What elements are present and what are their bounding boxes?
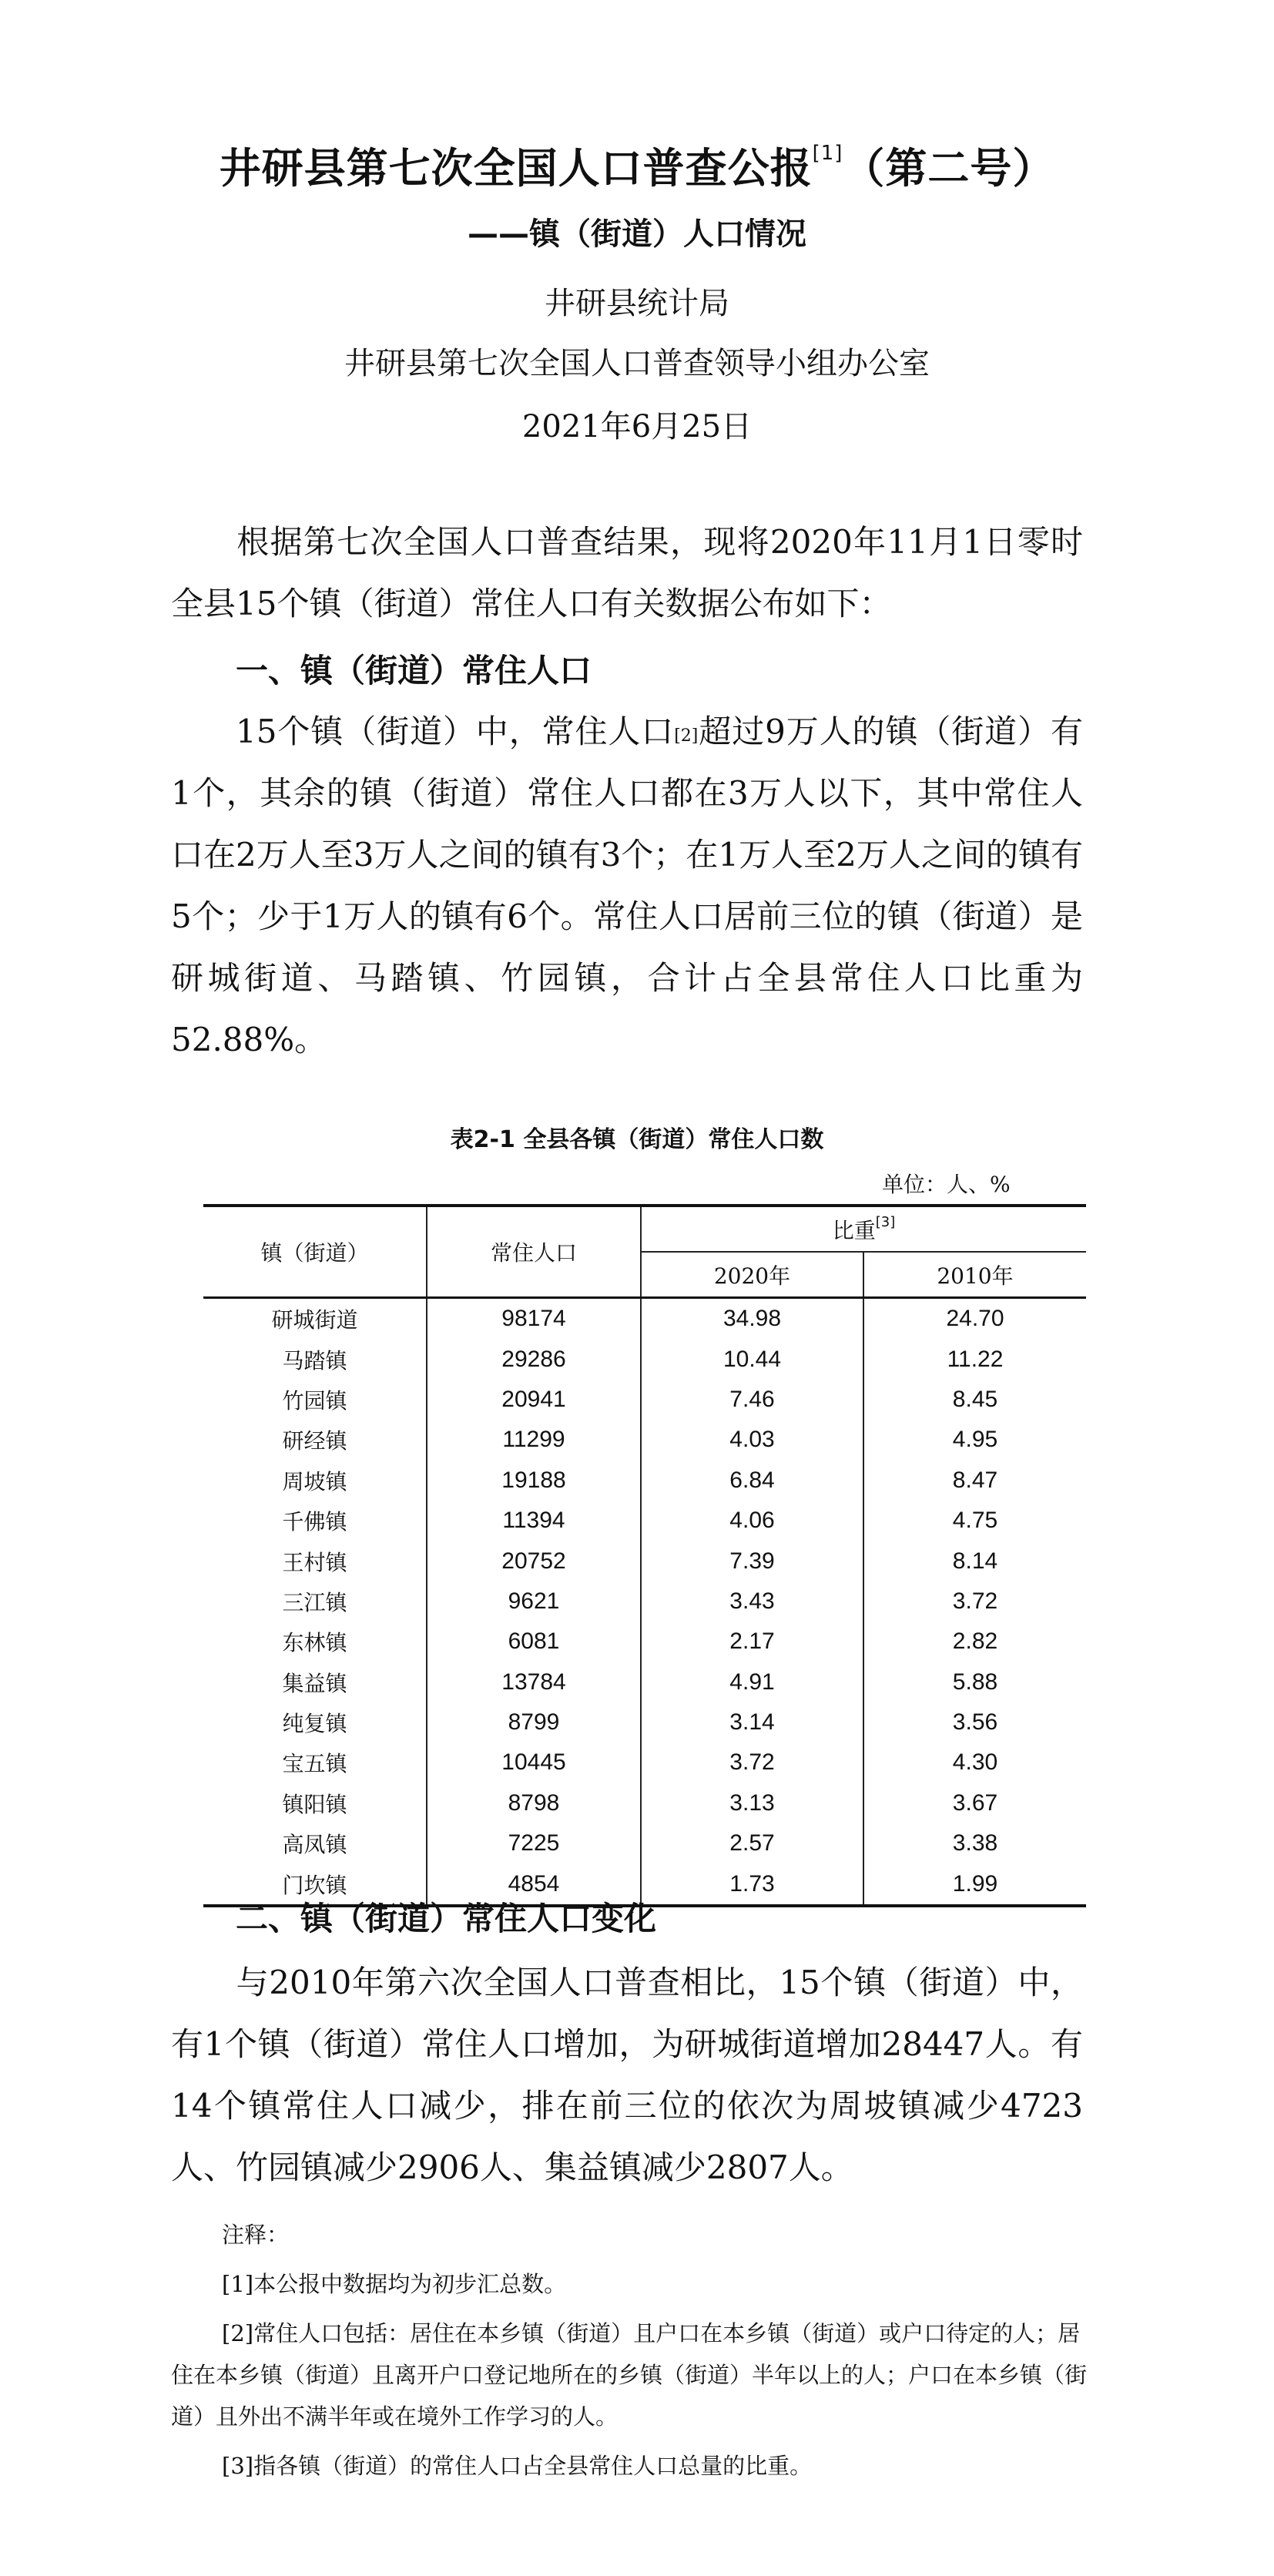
- table-header-row: [203, 1206, 1086, 1252]
- section1-text-a: 15个镇（街道）中，常住人口: [236, 713, 675, 750]
- table-row: [203, 1541, 1086, 1581]
- section2-heading: 二、镇（街道）常住人口变化: [236, 1900, 657, 1937]
- col-header-2020: 2020年: [641, 1252, 863, 1298]
- cell-share-2020: 2.17: [641, 1622, 863, 1662]
- section1-text-b: 超过9万人的镇（街道）有1个，其余的镇（街道）常住人口都在3万人以下，其中常住人口在2万人至3万人之间的镇有3个；在1万人至2万人之间的镇有5个；少于1万人的镇有6个。常住人口居前三位的镇（街道）是研城街道、马踏镇、竹园镇，合计占全县常住人口比重为52.88%。: [171, 713, 1083, 1058]
- table-caption: 表2-1 全县各镇（街道）常住人口数: [450, 1126, 824, 1153]
- table-row: [203, 1823, 1086, 1863]
- cell-share-2010: 3.72: [863, 1581, 1086, 1622]
- cell-share-2020: 7.39: [641, 1541, 863, 1581]
- cell-town: 千佛镇: [203, 1501, 427, 1541]
- population-table: [203, 1204, 1086, 1907]
- col-header-town: 镇（街道）: [203, 1206, 427, 1298]
- table-row: [203, 1501, 1086, 1541]
- cell-town: 马踏镇: [203, 1339, 427, 1379]
- col-header-population: 常住人口: [427, 1206, 641, 1298]
- notes-block: [171, 2214, 1088, 2487]
- cell-town: 王村镇: [203, 1541, 427, 1581]
- section1-footnote-ref: [2]: [674, 726, 699, 746]
- section1-paragraph: [171, 701, 1083, 1071]
- cell-share-2010: 4.95: [863, 1420, 1086, 1460]
- cell-share-2010: 11.22: [863, 1339, 1086, 1379]
- table-row: [203, 1622, 1086, 1662]
- cell-share-2020: 34.98: [641, 1298, 863, 1340]
- table-row: [203, 1339, 1086, 1379]
- cell-share-2020: 6.84: [641, 1461, 863, 1501]
- cell-town: 竹园镇: [203, 1380, 427, 1420]
- cell-share-2020: 3.72: [641, 1742, 863, 1783]
- cell-share-2010: 5.88: [863, 1662, 1086, 1702]
- cell-town: 周坡镇: [203, 1461, 427, 1501]
- table-row: [203, 1783, 1086, 1823]
- table-unit: 单位：人、%: [882, 1172, 1011, 1197]
- title-text: 井研县第七次全国人口普查公报: [219, 144, 813, 193]
- cell-population: 13784: [427, 1662, 641, 1702]
- table-row: [203, 1742, 1086, 1783]
- note-2: [2]常住人口包括：居住在本乡镇（街道）且户口在本乡镇（街道）或户口待定的人；居住在本乡镇（街道）且离开户口登记地所在的乡镇（街道）半年以上的人；户口在本乡镇（街道）且外出不满半年或在境外工作学习的人。: [171, 2320, 1088, 2430]
- cell-population: 7225: [427, 1823, 641, 1863]
- cell-town: 宝五镇: [203, 1742, 427, 1783]
- note-3: [3]指各镇（街道）的常住人口占全县常住人口总量的比重。: [222, 2453, 813, 2479]
- cell-town: 纯复镇: [203, 1702, 427, 1742]
- cell-town: 镇阳镇: [203, 1783, 427, 1823]
- table-row: [203, 1581, 1086, 1622]
- title-issue: （第二号）: [843, 144, 1055, 193]
- cell-share-2020: 4.06: [641, 1501, 863, 1541]
- cell-share-2020: 3.14: [641, 1702, 863, 1742]
- cell-town: 高凤镇: [203, 1823, 427, 1863]
- cell-share-2020: 4.03: [641, 1420, 863, 1460]
- cell-population: 20941: [427, 1380, 641, 1420]
- cell-town: 研城街道: [203, 1298, 427, 1340]
- intro-paragraph: [171, 512, 1083, 635]
- col-header-2010: 2010年: [863, 1252, 1086, 1298]
- cell-share-2010: 24.70: [863, 1298, 1086, 1340]
- cell-population: 6081: [427, 1622, 641, 1662]
- title-footnote-ref: [1]: [812, 142, 843, 165]
- cell-town: 门坎镇: [203, 1863, 427, 1905]
- note-1: [1]本公报中数据均为初步汇总数。: [222, 2271, 567, 2297]
- table-row: [203, 1380, 1086, 1420]
- cell-share-2010: 8.14: [863, 1541, 1086, 1581]
- cell-population: 19188: [427, 1461, 641, 1501]
- cell-share-2010: 1.99: [863, 1863, 1086, 1905]
- cell-population: 98174: [427, 1298, 641, 1340]
- cell-town: 东林镇: [203, 1622, 427, 1662]
- cell-population: 4854: [427, 1863, 641, 1905]
- cell-share-2010: 3.56: [863, 1702, 1086, 1742]
- cell-population: 11394: [427, 1501, 641, 1541]
- cell-population: 11299: [427, 1420, 641, 1460]
- cell-town: 研经镇: [203, 1420, 427, 1460]
- section1-heading: 一、镇（街道）常住人口: [236, 652, 592, 689]
- cell-share-2010: 8.47: [863, 1461, 1086, 1501]
- cell-share-2010: 3.67: [863, 1783, 1086, 1823]
- cell-population: 29286: [427, 1339, 641, 1379]
- cell-population: 10445: [427, 1742, 641, 1783]
- cell-town: 三江镇: [203, 1581, 427, 1622]
- share-footnote-ref: [3]: [875, 1213, 896, 1230]
- cell-share-2010: 4.75: [863, 1501, 1086, 1541]
- cell-population: 20752: [427, 1541, 641, 1581]
- cell-share-2020: 3.13: [641, 1783, 863, 1823]
- cell-share-2020: 2.57: [641, 1823, 863, 1863]
- page-subtitle: ——镇（街道）人口情况: [468, 216, 806, 252]
- cell-town: 集益镇: [203, 1662, 427, 1702]
- issuer-census-office: 井研县第七次全国人口普查领导小组办公室: [344, 346, 930, 381]
- col-header-share: [641, 1206, 1086, 1252]
- cell-share-2020: 1.73: [641, 1863, 863, 1905]
- cell-population: 8798: [427, 1783, 641, 1823]
- cell-share-2010: 3.38: [863, 1823, 1086, 1863]
- cell-share-2010: 8.45: [863, 1380, 1086, 1420]
- issuer-statistics-bureau: 井研县统计局: [545, 286, 729, 321]
- table-row: [203, 1420, 1086, 1460]
- table-row: [203, 1702, 1086, 1742]
- cell-share-2020: 4.91: [641, 1662, 863, 1702]
- table-row: [203, 1461, 1086, 1501]
- cell-population: 9621: [427, 1581, 641, 1622]
- cell-share-2010: 4.30: [863, 1742, 1086, 1783]
- cell-share-2020: 3.43: [641, 1581, 863, 1622]
- page-title: [0, 136, 1274, 195]
- section2-text: 与2010年第六次全国人口普查相比，15个镇（街道）中，有1个镇（街道）常住人口增加，为研城街道增加28447人。有14个镇常住人口减少，排在前三位的依次为周坡镇减少4723人、竹园镇减少2906人、集益镇减少2807人。: [171, 1964, 1083, 2186]
- intro-text: 根据第七次全国人口普查结果，现将2020年11月1日零时全县15个镇（街道）常住人口有关数据公布如下：: [171, 523, 1083, 622]
- cell-share-2020: 10.44: [641, 1339, 863, 1379]
- cell-population: 8799: [427, 1702, 641, 1742]
- cell-share-2010: 2.82: [863, 1622, 1086, 1662]
- publish-date: 2021年6月25日: [521, 409, 753, 444]
- table-row: [203, 1298, 1086, 1340]
- table-row: [203, 1662, 1086, 1702]
- share-label: 比重: [832, 1217, 876, 1243]
- cell-share-2020: 7.46: [641, 1380, 863, 1420]
- section2-paragraph: [171, 1952, 1083, 2199]
- notes-label: 注释：: [222, 2222, 290, 2248]
